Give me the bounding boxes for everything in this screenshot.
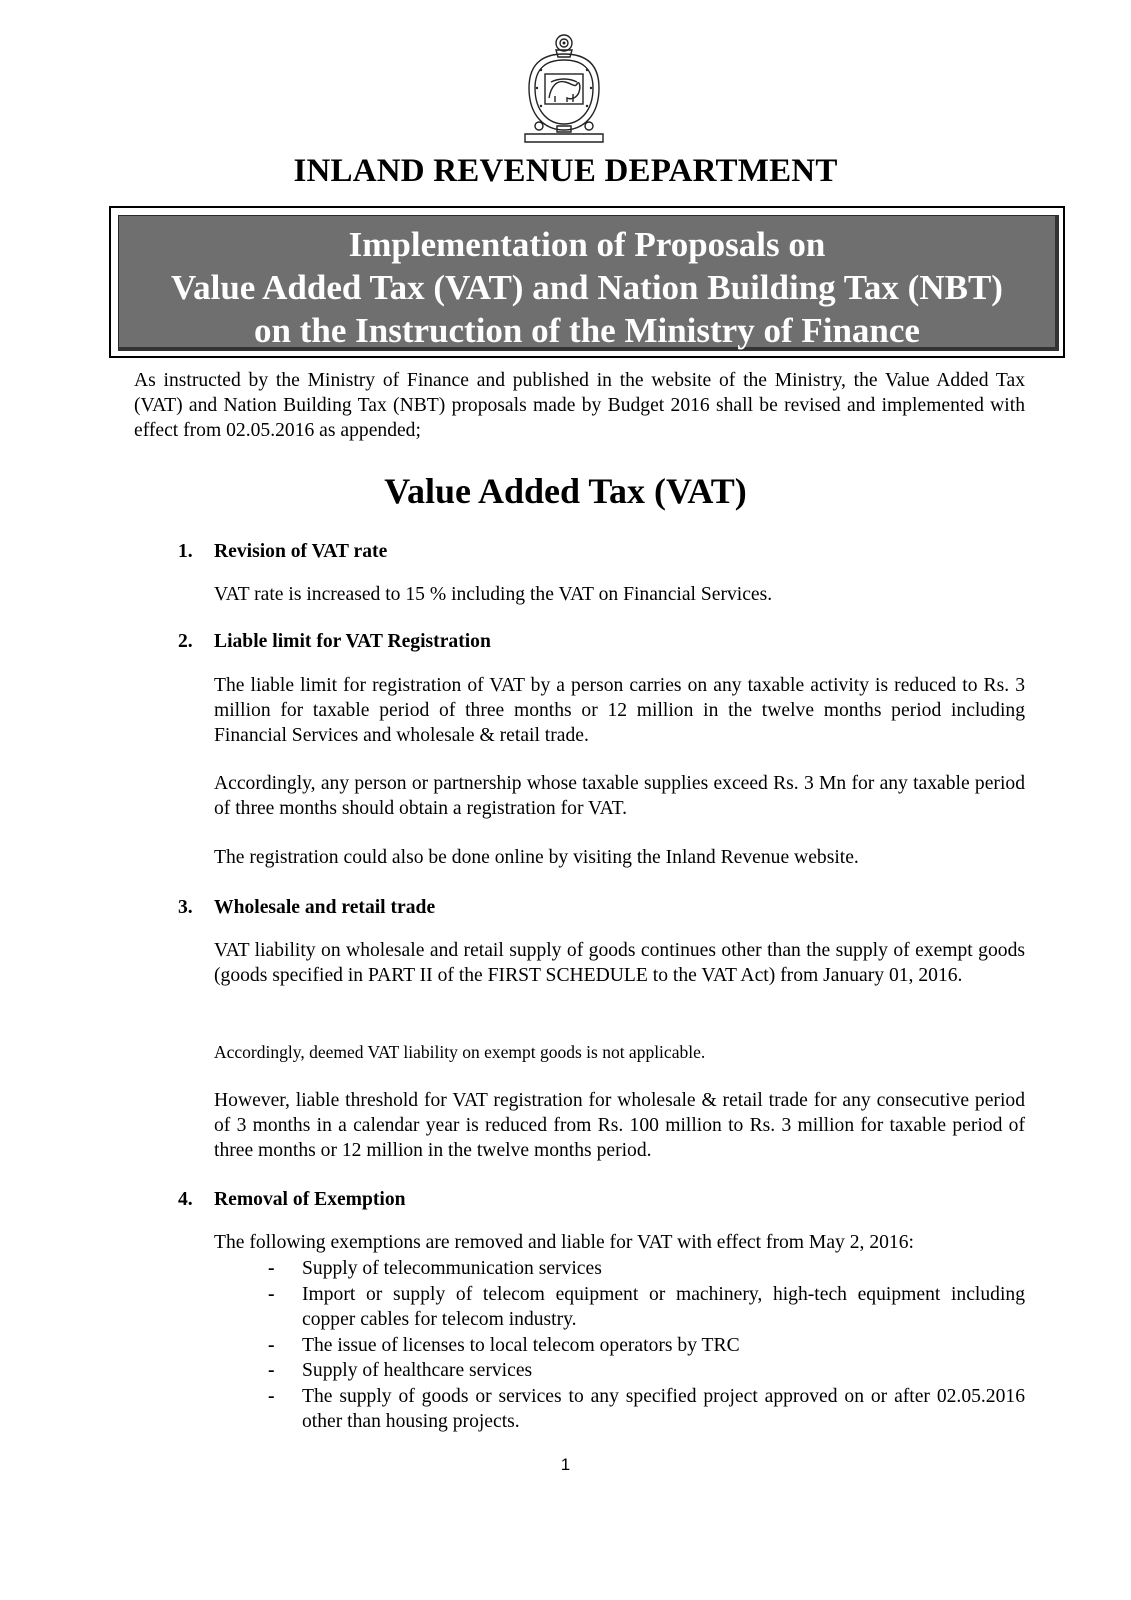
page-number: 1 bbox=[560, 1455, 571, 1474]
list-item bbox=[214, 1358, 1025, 1384]
title-banner bbox=[109, 206, 1065, 358]
list-item bbox=[214, 1282, 1025, 1333]
bullet-dash: - bbox=[268, 1283, 275, 1305]
list-item bbox=[214, 1384, 1025, 1435]
item-number: 2. bbox=[178, 631, 193, 652]
list-item-text: Supply of healthcare services bbox=[302, 1360, 533, 1381]
bullet-dash: - bbox=[268, 1360, 275, 1381]
item-heading: Liable limit for VAT Registration bbox=[214, 631, 491, 652]
item-paragraph: However, liable threshold for VAT registration for wholesale & retail trade for any consecutive period of 3 months in a calendar year is reduced from Rs. 100 million to Rs. 3 million for taxable period of three months or 12 million in the twelve months period. bbox=[214, 1090, 1025, 1161]
item-paragraph: VAT rate is increased to 15 % including the VAT on Financial Services. bbox=[214, 584, 773, 605]
item-heading: Removal of Exemption bbox=[214, 1189, 406, 1210]
item-paragraph: The liable limit for registration of VAT by a person carries on any taxable activity is reduced to Rs. 3 million for taxable period of three months or 12 million in the twelve months period including Financial Services and wholesale & retail trade. bbox=[214, 675, 1025, 746]
bullet-dash: - bbox=[268, 1385, 275, 1407]
item-heading: Revision of VAT rate bbox=[214, 541, 388, 562]
item-paragraph: Accordingly, deemed VAT liability on exempt goods is not applicable. bbox=[214, 1042, 706, 1062]
intro-paragraph: As instructed by the Ministry of Finance and published in the website of the Ministry, the Value Added Tax (VAT) and Nation Building Tax (NBT) proposals made by Budget 2016 shall be revised and implemented with effect from 02.05.2016 as appended; bbox=[134, 370, 1025, 441]
banner-line-2: Value Added Tax (VAT) and Nation Building Tax (NBT) bbox=[171, 268, 1003, 307]
item-paragraph: The following exemptions are removed and liable for VAT with effect from May 2, 2016: bbox=[214, 1232, 914, 1253]
item-number: 4. bbox=[178, 1189, 193, 1210]
list-item-text: The issue of licenses to local telecom operators by TRC bbox=[302, 1334, 740, 1356]
banner-line-3: on the Instruction of the Ministry of Finance bbox=[254, 311, 920, 350]
item-paragraph: VAT liability on wholesale and retail supply of goods continues other than the supply of exempt goods (goods specified in PART II of the FIRST SCHEDULE to the VAT Act) from January 01, 2016. bbox=[214, 940, 1025, 986]
title-banner-inner bbox=[118, 215, 1059, 351]
national-emblem-icon bbox=[521, 30, 607, 145]
exemption-list bbox=[214, 1256, 1025, 1435]
item-number: 1. bbox=[178, 541, 193, 562]
item-number: 3. bbox=[178, 897, 193, 918]
list-item bbox=[214, 1256, 1025, 1282]
item-paragraph: Accordingly, any person or partnership whose taxable supplies exceed Rs. 3 Mn for any taxable period of three months should obtain a registration for VAT. bbox=[214, 773, 1025, 819]
item-heading: Wholesale and retail trade bbox=[214, 897, 436, 918]
bullet-dash: - bbox=[268, 1258, 275, 1279]
list-item-text: The supply of goods or services to any specified project approved on or after 02.05.2016 other than housing projects. bbox=[302, 1385, 1025, 1432]
list-item-text: Supply of telecommunication services bbox=[302, 1258, 602, 1279]
item-paragraph: The registration could also be done online by visiting the Inland Revenue website. bbox=[214, 847, 859, 868]
banner-line-1: Implementation of Proposals on bbox=[348, 225, 826, 264]
list-item bbox=[214, 1333, 1025, 1359]
list-item-text: Import or supply of telecom equipment or machinery, high-tech equipment including copper cables for telecom industry. bbox=[302, 1283, 1025, 1330]
department-title: INLAND REVENUE DEPARTMENT bbox=[293, 153, 838, 189]
section-title: Value Added Tax (VAT) bbox=[384, 471, 747, 511]
bullet-dash: - bbox=[268, 1334, 275, 1356]
